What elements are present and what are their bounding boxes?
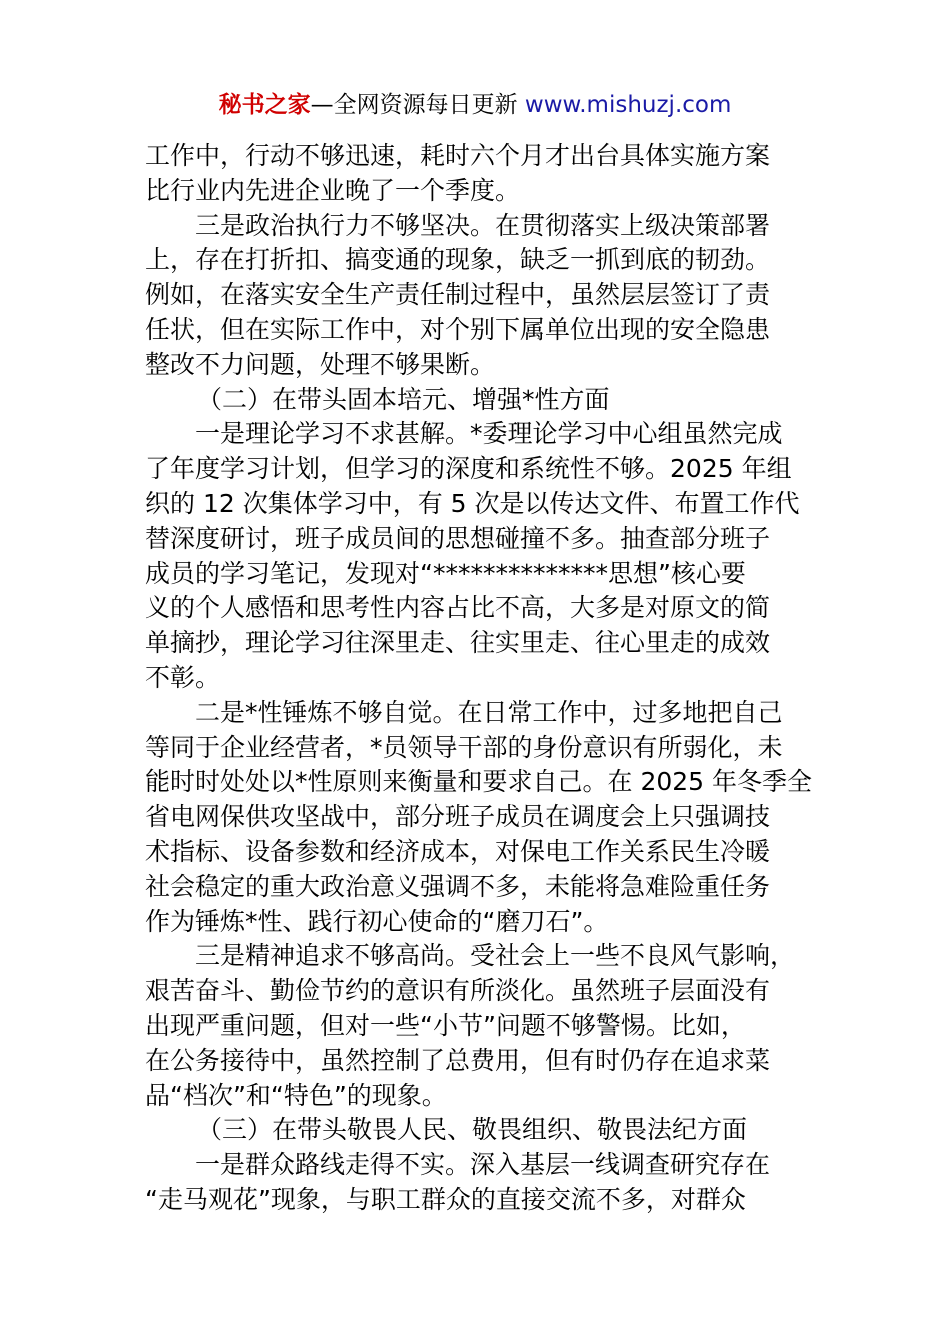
text-line: 工作中，行动不够迅速，耗时六个月才出台具体实施方案: [145, 141, 771, 170]
text-line: 二是*性锤炼不够自觉。在日常工作中，过多地把自己: [195, 697, 783, 727]
text-line: 上，存在打折扣、搞变通的现象，缺乏一抓到底的韧劲。: [145, 245, 771, 275]
section-heading: （三）在带头敬畏人民、敬畏组织、敬畏法纪方面: [197, 1115, 748, 1145]
text-line: 三是精神追求不够高尚。受社会上一些不良风气影响，: [195, 941, 796, 971]
text-line: 省电网保供攻坚战中，部分班子成员在调度会上只强调技: [145, 802, 771, 832]
text-line: 整改不力问题，处理不够果断。: [145, 349, 496, 379]
text-line: 例如，在落实安全生产责任制过程中，虽然层层签订了责: [145, 280, 771, 310]
text-line: 社会稳定的重大政治意义强调不多，未能将急难险重任务: [145, 871, 771, 901]
text-line: 比行业内先进企业晚了一个季度。: [145, 175, 521, 205]
text-line: 作为锤炼*性、践行初心使命的“磨刀石”。: [145, 906, 609, 936]
document-body: [145, 139, 845, 1218]
text-line: 等同于企业经营者，*员领导干部的身份意识有所弱化，未: [145, 732, 783, 762]
text-line: 一是理论学习不求甚解。*委理论学习中心组虽然完成: [195, 419, 783, 449]
text-line: 成员的学习笔记，发现对“**************思想”核心要: [145, 558, 746, 588]
text-line: 单摘抄，理论学习往深里走、往实里走、往心里走的成效: [145, 628, 771, 658]
text-line: 了年度学习计划，但学习的深度和系统性不够。2025 年组: [145, 454, 792, 484]
text-line: 出现严重问题，但对一些“小节”问题不够警惕。比如，: [145, 1010, 746, 1040]
text-line: 术指标、设备参数和经济成本，对保电工作关系民生冷暖: [145, 836, 771, 866]
text-line: 三是政治执行力不够坚决。在贯彻落实上级决策部署: [195, 210, 771, 240]
site-header: [0, 88, 950, 122]
text-line: 义的个人感悟和思考性内容占比不高，大多是对原文的简: [145, 593, 771, 623]
text-line: 艰苦奋斗、勤俭节约的意识有所淡化。虽然班子层面没有: [145, 976, 771, 1006]
section-heading: （二）在带头固本培元、增强*性方面: [197, 384, 610, 414]
site-url-link[interactable]: www.mishuzj.com: [524, 92, 732, 118]
text-line: 一是群众路线走得不实。深入基层一线调查研究存在: [195, 1150, 771, 1180]
text-line: 任状，但在实际工作中，对个别下属单位出现的安全隐患: [145, 314, 771, 344]
text-line: 不彰。: [145, 662, 221, 692]
text-line: 织的 12 次集体学习中，有 5 次是以传达文件、布置工作代: [145, 488, 800, 518]
header-slogan: —全网资源每日更新: [310, 92, 525, 118]
text-line: “走马观花”现象，与职工群众的直接交流不多，对群众: [145, 1184, 746, 1214]
brand-name: 秘书之家: [218, 92, 311, 118]
text-line: 在公务接待中，虽然控制了总费用，但有时仍存在追求菜: [145, 1045, 771, 1075]
text-line: 替深度研讨，班子成员间的思想碰撞不多。抽查部分班子: [145, 523, 771, 553]
text-line: 品“档次”和“特色”的现象。: [145, 1080, 447, 1110]
text-line: 能时时处处以*性原则来衡量和要求自己。在 2025 年冬季全: [145, 767, 813, 797]
